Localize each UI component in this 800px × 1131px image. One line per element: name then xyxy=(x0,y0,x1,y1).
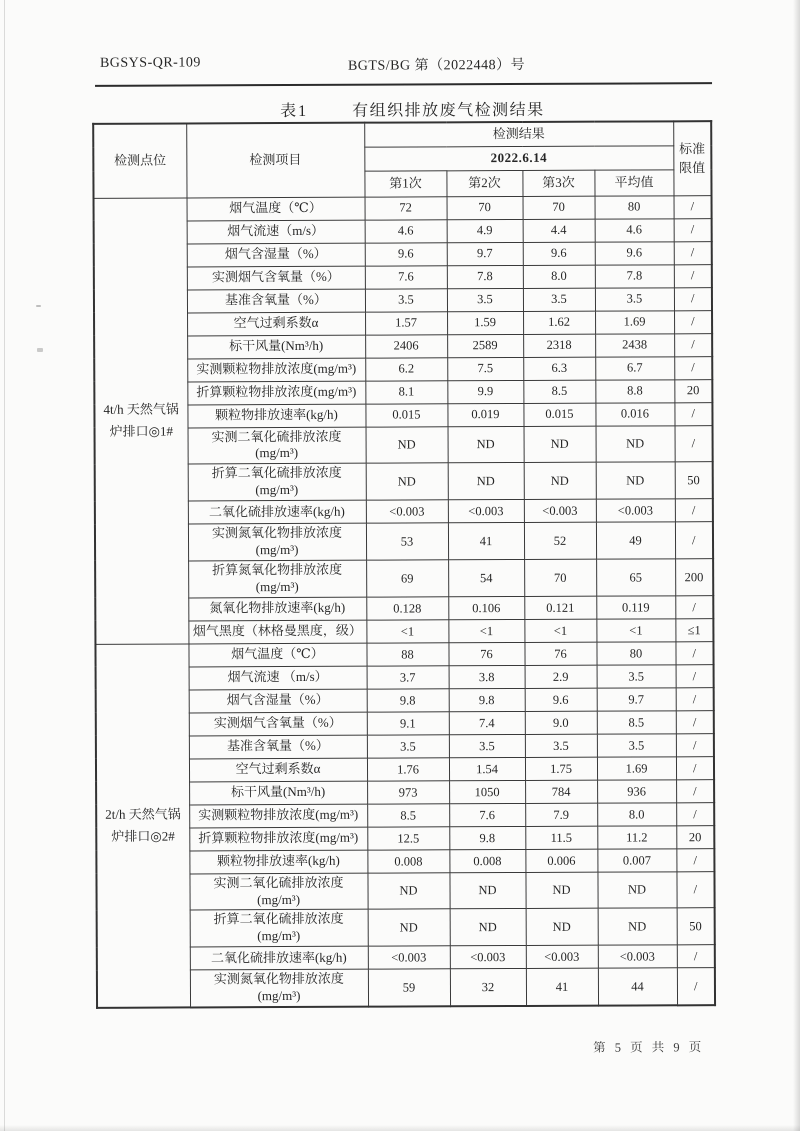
sampling-point-cell: 4t/h 天然气锅炉排口◎1# xyxy=(94,197,189,644)
value-cell: 53 xyxy=(366,523,448,560)
item-cell: 氮氧化物排放速率(kg/h) xyxy=(188,597,366,621)
value-cell: 1.57 xyxy=(365,311,447,334)
table-row xyxy=(96,848,714,874)
table-title-label: 表1 xyxy=(280,102,309,121)
limit-cell: / xyxy=(674,356,712,379)
value-cell: 80 xyxy=(595,195,674,218)
value-cell: 7.6 xyxy=(365,265,447,288)
value-cell: 8.0 xyxy=(523,265,595,288)
col-header-point: 检测点位 xyxy=(93,123,186,197)
item-cell: 实测颗粒物排放浓度(mg/m³) xyxy=(187,358,365,382)
value-cell: <1 xyxy=(596,618,675,641)
table-row xyxy=(96,664,714,690)
header-rule xyxy=(95,82,712,87)
value-cell: ND xyxy=(524,426,596,463)
item-cell: 实测氮氧化物排放浓度 (mg/m³) xyxy=(190,969,368,1007)
value-cell: 0.015 xyxy=(365,403,447,426)
table-row xyxy=(96,687,714,713)
value-cell: 3.7 xyxy=(367,665,449,688)
value-cell: 41 xyxy=(526,968,598,1006)
value-cell: 9.7 xyxy=(447,242,523,265)
value-cell: 3.8 xyxy=(449,665,525,688)
value-cell: 9.6 xyxy=(365,242,447,265)
value-cell: <0.003 xyxy=(526,945,598,968)
value-cell: ND xyxy=(450,909,526,946)
value-cell: 4.9 xyxy=(447,219,523,242)
value-cell: <0.003 xyxy=(450,946,526,969)
item-cell: 烟气温度（℃） xyxy=(188,643,366,667)
col-header-date: 2022.6.14 xyxy=(364,145,673,170)
value-cell: 4.6 xyxy=(365,219,447,242)
value-cell: 3.5 xyxy=(595,287,674,310)
value-cell: 52 xyxy=(524,522,596,559)
value-cell: 7.5 xyxy=(447,357,523,380)
value-cell: 8.5 xyxy=(597,710,676,733)
table-row xyxy=(94,333,712,359)
value-cell: 3.5 xyxy=(523,288,595,311)
limit-cell: / xyxy=(675,522,713,559)
item-cell: 实测二氧化硫排放浓度 (mg/m³) xyxy=(189,873,367,911)
limit-cell: / xyxy=(676,871,714,908)
limit-cell: 20 xyxy=(674,379,712,402)
table-row xyxy=(94,218,712,244)
limit-cell: / xyxy=(674,195,712,218)
value-cell: 0.019 xyxy=(447,403,523,426)
table-row xyxy=(95,595,713,621)
item-cell: 基准含氧量（%） xyxy=(187,289,365,313)
limit-cell: / xyxy=(675,425,713,462)
value-cell: 7.4 xyxy=(449,711,525,734)
value-cell: 1050 xyxy=(449,780,525,803)
table-row xyxy=(97,908,715,947)
results-table-wrap xyxy=(92,120,716,1009)
value-cell: ND xyxy=(525,872,597,909)
limit-cell: / xyxy=(674,402,712,425)
value-cell: 9.6 xyxy=(523,242,595,265)
page-footer: 第 5 页 共 9 页 xyxy=(593,1040,705,1055)
value-cell: 9.9 xyxy=(447,380,523,403)
col-header-results: 检测结果 xyxy=(364,121,673,146)
value-cell: 11.2 xyxy=(597,825,676,848)
scan-edge-bottom xyxy=(0,1125,800,1131)
document-header xyxy=(0,53,800,78)
value-cell: ND xyxy=(596,425,675,462)
value-cell: 1.75 xyxy=(525,757,597,780)
value-cell: 11.5 xyxy=(525,826,597,849)
value-cell: 9.6 xyxy=(525,688,597,711)
value-cell: 9.6 xyxy=(595,241,674,264)
results-table xyxy=(92,120,716,1009)
col-header-run3: 第3次 xyxy=(522,170,594,196)
value-cell: <0.003 xyxy=(448,500,524,523)
value-cell: 7.6 xyxy=(449,803,525,826)
value-cell: 76 xyxy=(448,642,524,665)
col-header-run1: 第1次 xyxy=(364,170,446,196)
item-cell: 标干风量(Nm³/h) xyxy=(189,781,367,805)
limit-cell: / xyxy=(675,595,713,618)
table-row xyxy=(94,241,712,267)
value-cell: 1.76 xyxy=(367,757,449,780)
value-cell: <1 xyxy=(524,619,596,642)
value-cell: 0.119 xyxy=(596,595,675,618)
value-cell: ND xyxy=(366,426,448,463)
value-cell: 0.008 xyxy=(367,849,449,872)
table-row xyxy=(94,264,712,290)
value-cell: 9.8 xyxy=(449,688,525,711)
table-row xyxy=(94,195,712,221)
value-cell: 32 xyxy=(450,969,526,1007)
value-cell: 973 xyxy=(367,780,449,803)
scan-speck xyxy=(36,305,41,307)
value-cell: 6.3 xyxy=(523,357,595,380)
value-cell: 9.8 xyxy=(449,826,525,849)
table-row xyxy=(94,310,712,336)
value-cell: 8.5 xyxy=(523,380,595,403)
value-cell: 54 xyxy=(448,559,524,596)
limit-cell: ≤1 xyxy=(675,618,713,641)
doc-number: BGTS/BG 第（2022448）号 xyxy=(347,57,526,74)
value-cell: 65 xyxy=(596,559,675,596)
limit-cell: / xyxy=(677,968,715,1005)
value-cell: ND xyxy=(526,909,598,946)
table-row xyxy=(94,402,712,428)
item-cell: 折算颗粒物排放浓度(mg/m³) xyxy=(187,381,365,405)
value-cell: 88 xyxy=(366,642,448,665)
value-cell: 0.006 xyxy=(525,849,597,872)
table-row xyxy=(95,618,713,644)
table-row xyxy=(95,499,713,525)
table-title-text: 有组织排放废气检测结果 xyxy=(352,101,545,120)
value-cell: 4.6 xyxy=(595,218,674,241)
value-cell: 6.2 xyxy=(365,357,447,380)
limit-cell: / xyxy=(676,848,714,871)
table-row xyxy=(96,871,714,910)
limit-cell: / xyxy=(676,733,714,756)
value-cell: 3.5 xyxy=(365,288,447,311)
item-cell: 烟气流速（m/s） xyxy=(187,220,365,244)
item-cell: 实测烟气含氧量（%） xyxy=(189,712,367,736)
value-cell: 76 xyxy=(524,642,596,665)
table-row xyxy=(95,522,713,561)
value-cell: 784 xyxy=(525,780,597,803)
item-cell: 基准含氧量（%） xyxy=(189,735,367,759)
value-cell: 69 xyxy=(366,560,448,597)
scan-speck xyxy=(37,348,43,352)
item-cell: 实测颗粒物排放浓度(mg/m³) xyxy=(189,804,367,828)
value-cell: 0.015 xyxy=(523,403,595,426)
limit-cell: / xyxy=(676,756,714,779)
value-cell: 3.5 xyxy=(525,734,597,757)
limit-cell: / xyxy=(674,218,712,241)
value-cell: 0.007 xyxy=(597,848,676,871)
table-row xyxy=(96,779,714,805)
value-cell: <0.003 xyxy=(524,499,596,522)
value-cell: 3.5 xyxy=(367,734,449,757)
value-cell: 7.8 xyxy=(595,264,674,287)
item-cell: 颗粒物排放速率(kg/h) xyxy=(187,404,365,428)
value-cell: 9.7 xyxy=(597,687,676,710)
item-cell: 二氧化硫排放速率(kg/h) xyxy=(190,946,368,970)
col-header-run2: 第2次 xyxy=(446,170,522,196)
value-cell: ND xyxy=(449,872,525,909)
table-title xyxy=(280,97,545,121)
col-header-item: 检测项目 xyxy=(186,123,364,198)
value-cell: 0.008 xyxy=(449,849,525,872)
value-cell: 2589 xyxy=(447,334,523,357)
limit-cell: / xyxy=(674,287,712,310)
item-cell: 烟气含湿量（%） xyxy=(187,243,365,267)
limit-cell: / xyxy=(674,264,712,287)
limit-cell: / xyxy=(674,310,712,333)
value-cell: 0.128 xyxy=(366,596,448,619)
table-row xyxy=(94,379,712,405)
item-cell: 实测烟气含氧量（%） xyxy=(187,266,365,290)
value-cell: 1.69 xyxy=(595,310,674,333)
value-cell: 59 xyxy=(368,969,450,1007)
value-cell: 9.8 xyxy=(367,688,449,711)
table-row xyxy=(97,968,715,1008)
value-cell: ND xyxy=(448,463,524,500)
value-cell: 1.59 xyxy=(447,311,523,334)
table-row xyxy=(95,462,713,501)
item-cell: 折算二氧化硫排放浓度 (mg/m³) xyxy=(190,910,368,948)
value-cell: <0.003 xyxy=(366,500,448,523)
table-row xyxy=(96,802,714,828)
value-cell: ND xyxy=(448,426,524,463)
value-cell: 8.5 xyxy=(367,803,449,826)
item-cell: 空气过剩系数α xyxy=(187,312,365,336)
value-cell: 9.0 xyxy=(525,711,597,734)
value-cell: ND xyxy=(366,463,448,500)
limit-cell: / xyxy=(676,802,714,825)
item-cell: 烟气黑度（林格曼黑度，级） xyxy=(188,620,366,644)
limit-cell: 200 xyxy=(675,558,713,595)
value-cell: 72 xyxy=(365,196,447,219)
value-cell: <0.003 xyxy=(596,499,675,522)
doc-code: BGSYS-QR-109 xyxy=(99,55,201,71)
item-cell: 标干风量(Nm³/h) xyxy=(187,335,365,359)
value-cell: <0.003 xyxy=(598,945,677,968)
value-cell: 8.8 xyxy=(595,379,674,402)
value-cell: 2318 xyxy=(523,334,595,357)
value-cell: 8.1 xyxy=(365,380,447,403)
value-cell: 0.016 xyxy=(595,402,674,425)
value-cell: 80 xyxy=(596,641,675,664)
value-cell: <1 xyxy=(448,619,524,642)
item-cell: 颗粒物排放速率(kg/h) xyxy=(189,850,367,874)
item-cell: 实测二氧化硫排放浓度 (mg/m³) xyxy=(188,427,366,465)
col-header-limit: 标准限值 xyxy=(673,121,711,195)
item-cell: 烟气温度（℃） xyxy=(187,197,365,221)
value-cell: 2438 xyxy=(595,333,674,356)
value-cell: 1.69 xyxy=(597,756,676,779)
value-cell: 936 xyxy=(597,779,676,802)
limit-cell: 50 xyxy=(677,908,715,945)
value-cell: <1 xyxy=(366,619,448,642)
value-cell: <0.003 xyxy=(368,946,450,969)
value-cell: 49 xyxy=(596,522,675,559)
value-cell: 3.5 xyxy=(449,734,525,757)
value-cell: ND xyxy=(597,871,676,908)
col-header-average: 平均值 xyxy=(594,169,673,195)
table-row xyxy=(96,825,714,851)
value-cell: 2.9 xyxy=(525,665,597,688)
value-cell: 7.9 xyxy=(525,803,597,826)
item-cell: 折算氮氧化物排放浓度 (mg/m³) xyxy=(188,560,366,598)
table-row xyxy=(95,425,713,464)
value-cell: 12.5 xyxy=(367,826,449,849)
table-head xyxy=(93,121,711,198)
limit-cell: / xyxy=(676,710,714,733)
value-cell: 6.7 xyxy=(595,356,674,379)
sampling-point-cell: 2t/h 天然气锅炉排口◎2# xyxy=(95,644,190,1008)
item-cell: 折算二氧化硫排放浓度 (mg/m³) xyxy=(188,463,366,501)
value-cell: 70 xyxy=(447,196,523,219)
table-row xyxy=(96,733,714,759)
item-cell: 烟气流速 （m/s） xyxy=(189,666,367,690)
limit-cell: / xyxy=(677,945,715,968)
table-row xyxy=(97,945,715,971)
limit-cell: / xyxy=(676,779,714,802)
item-cell: 折算颗粒物排放浓度(mg/m³) xyxy=(189,827,367,851)
table-row xyxy=(94,287,712,313)
value-cell: 0.106 xyxy=(448,596,524,619)
limit-cell: / xyxy=(676,687,714,710)
table-row xyxy=(95,641,713,667)
value-cell: 44 xyxy=(598,968,677,1006)
value-cell: 70 xyxy=(523,196,595,219)
limit-cell: / xyxy=(674,241,712,264)
value-cell: ND xyxy=(596,462,675,499)
limit-cell: 20 xyxy=(676,825,714,848)
item-cell: 二氧化硫排放速率(kg/h) xyxy=(188,500,366,524)
limit-cell: / xyxy=(675,499,713,522)
limit-cell: / xyxy=(674,333,712,356)
value-cell: 9.1 xyxy=(367,711,449,734)
value-cell: 41 xyxy=(448,523,524,560)
table-row xyxy=(96,756,714,782)
limit-cell: 50 xyxy=(675,462,713,499)
value-cell: 1.54 xyxy=(449,757,525,780)
value-cell: 0.121 xyxy=(524,596,596,619)
table-row xyxy=(95,558,713,597)
value-cell: 3.5 xyxy=(597,664,676,687)
item-cell: 空气过剩系数α xyxy=(189,758,367,782)
value-cell: ND xyxy=(598,908,677,945)
value-cell: 1.62 xyxy=(523,311,595,334)
value-cell: ND xyxy=(367,872,449,909)
value-cell: 7.8 xyxy=(447,265,523,288)
limit-cell: / xyxy=(675,641,713,664)
value-cell: 2406 xyxy=(365,334,447,357)
value-cell: 4.4 xyxy=(523,219,595,242)
value-cell: 8.0 xyxy=(597,802,676,825)
value-cell: 3.5 xyxy=(597,733,676,756)
table-body xyxy=(94,195,716,1008)
value-cell: ND xyxy=(368,909,450,946)
table-row xyxy=(94,356,712,382)
item-cell: 实测氮氧化物排放浓度 (mg/m³) xyxy=(188,523,366,561)
value-cell: 3.5 xyxy=(447,288,523,311)
table-row xyxy=(96,710,714,736)
scan-edge-left xyxy=(4,0,5,1131)
scan-edge-right xyxy=(793,0,800,1131)
value-cell: 70 xyxy=(524,559,596,596)
value-cell: ND xyxy=(524,462,596,499)
limit-cell: / xyxy=(676,664,714,687)
item-cell: 烟气含湿量（%） xyxy=(189,689,367,713)
